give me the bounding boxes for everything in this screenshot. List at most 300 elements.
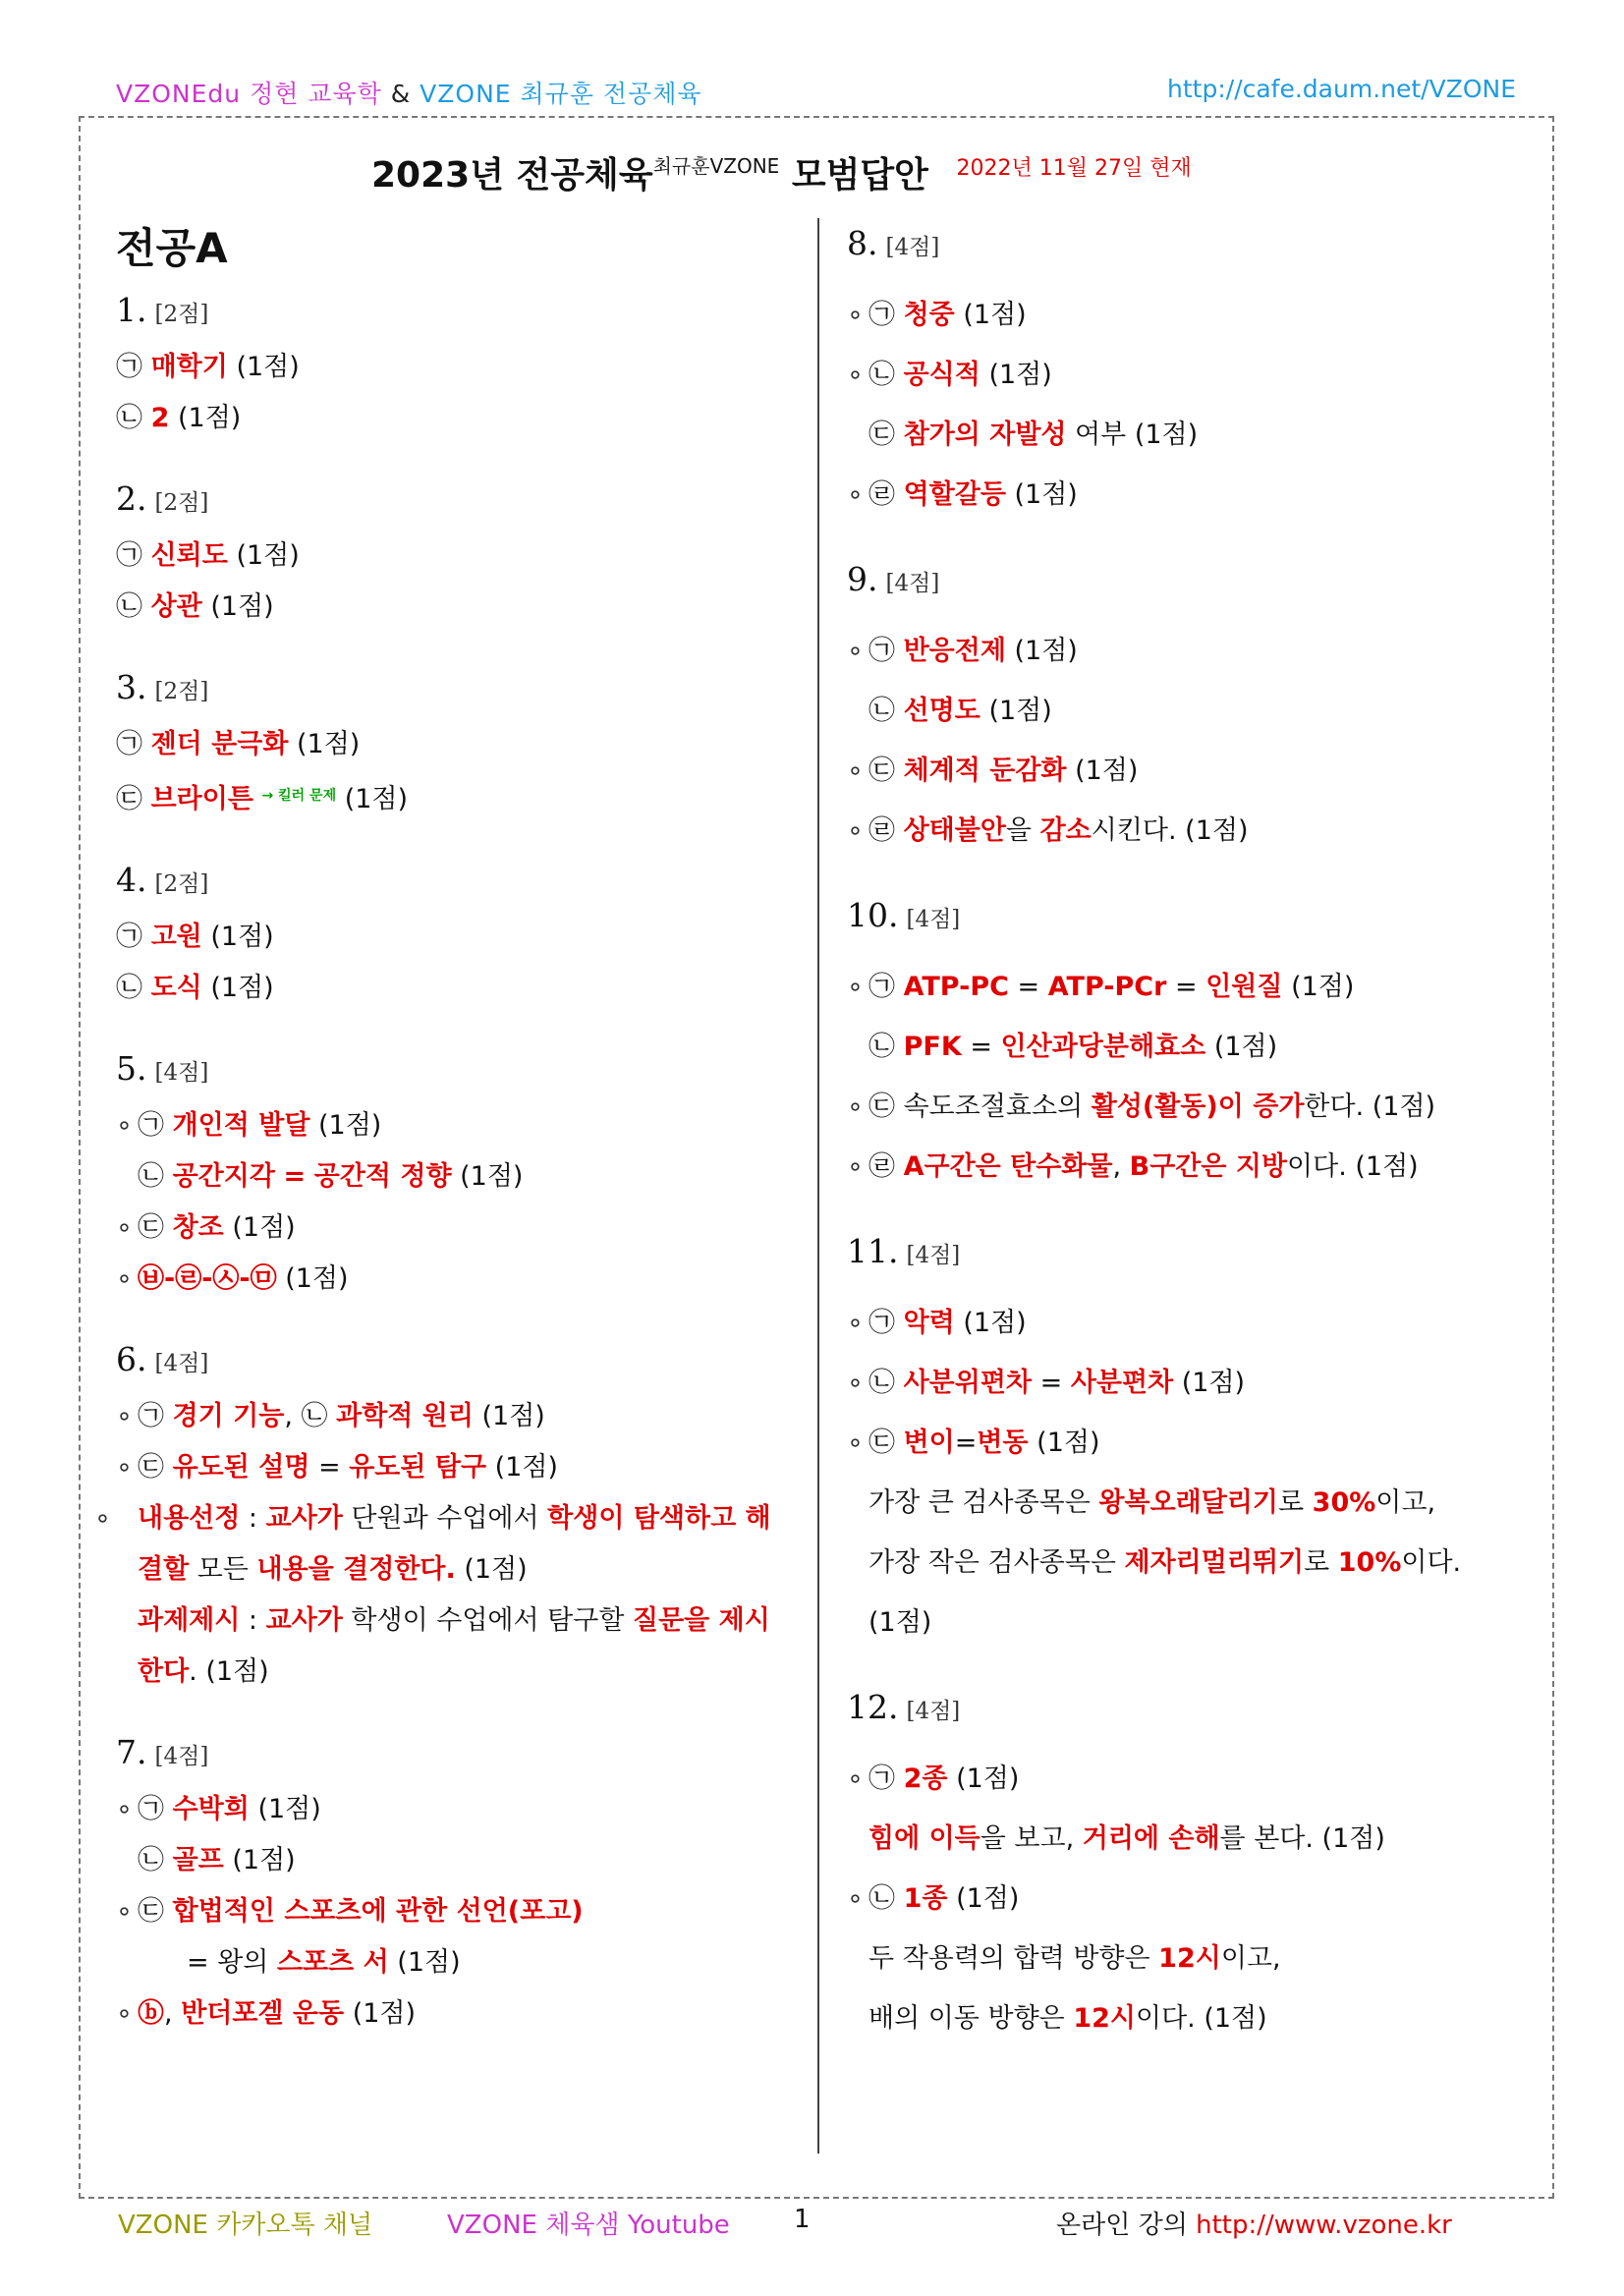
q9-answer-2 <box>847 681 1525 741</box>
bullet: ∘ <box>847 300 864 330</box>
q1-score-2: (1점) <box>177 403 242 433</box>
q9-marker-4: ㉣ <box>868 815 895 846</box>
bullet: ∘ <box>847 1764 864 1794</box>
q2-score-1: (1점) <box>236 540 300 571</box>
question-5 <box>116 1041 794 1305</box>
q4-answer-2 <box>116 963 794 1014</box>
q8-answer-2 <box>847 345 1525 405</box>
q1-marker-2: ㉡ <box>116 403 142 433</box>
q12-d3: 이다. (1점) <box>1135 2003 1267 2034</box>
q8-answer-text-2: 공식적 <box>903 360 980 390</box>
q12-d2: 12시 <box>1073 2003 1136 2034</box>
q6-c7: (1점) <box>455 1554 528 1585</box>
q7-marker-4: ⓑ <box>138 1998 164 2029</box>
bullet: ∘ <box>847 1308 864 1338</box>
q8-num: 8. <box>847 224 878 262</box>
q11-t3: 로 <box>1277 1487 1313 1518</box>
question-10 <box>847 888 1525 1197</box>
q11-u4: 10% <box>1337 1547 1402 1578</box>
q12-answer-2 <box>847 1869 1525 1929</box>
q12-c2: 12시 <box>1158 1943 1221 1974</box>
q8-answer-text-3: 참가의 자발성 <box>903 420 1067 450</box>
q10-score-2: (1점) <box>1213 1032 1278 1062</box>
q10-answer-text-2b: 인산과당분해효소 <box>1000 1032 1206 1062</box>
q9-answer-text-1: 반응전제 <box>903 636 1006 666</box>
q2-heading <box>116 472 794 531</box>
q5-answer-text-1: 개인적 발달 <box>172 1110 310 1141</box>
q5-answer-1 <box>116 1100 794 1151</box>
q3-score-2: (1점) <box>344 784 409 814</box>
footer-kakao-channel[interactable]: VZONE 카카오톡 채널 <box>118 2211 373 2240</box>
q8-answer-text-4: 역할갈등 <box>903 479 1006 510</box>
q7-answer-text-3: 합법적인 스포츠에 관한 선언(포고) <box>172 1896 584 1927</box>
q9-answer-3 <box>847 741 1525 801</box>
q10-heading <box>847 888 1525 947</box>
question-4 <box>116 853 794 1014</box>
q6-c5: 모든 <box>189 1554 257 1585</box>
q10-eq-2: = <box>1175 972 1198 1002</box>
bullet: ∘ <box>847 636 864 666</box>
q12-marker-1: ㉠ <box>868 1764 895 1794</box>
q10-4b: , <box>1112 1151 1130 1182</box>
q9-marker-2: ㉡ <box>868 696 895 726</box>
q6-d3: 학생이 수업에서 탐구할 <box>342 1605 633 1636</box>
q1-num: 1. <box>116 291 147 329</box>
q10-answer-text-4c: B구간은 지방 <box>1129 1151 1288 1182</box>
q7-3b-pre: = 왕의 <box>187 1947 277 1978</box>
left-column <box>94 216 794 2040</box>
title-sup: 최규훈VZONE <box>652 154 780 178</box>
q10-marker-1: ㉠ <box>868 972 895 1002</box>
q6-d2: 교사가 <box>265 1605 343 1636</box>
q7-marker-3: ㉢ <box>138 1896 164 1927</box>
q8-points: [4점] <box>885 235 940 260</box>
q10-3c: 한다. (1점) <box>1304 1092 1436 1122</box>
q11-t2: 왕복오래달리기 <box>1098 1487 1278 1518</box>
q12-b3: 거리에 손해 <box>1082 1823 1220 1854</box>
q8-marker-1: ㉠ <box>868 300 895 330</box>
q7-answer-text-4: 반더포겔 운동 <box>181 1998 345 2029</box>
q10-eq-1: = <box>1017 972 1040 1002</box>
q7-score-1: (1점) <box>257 1794 321 1824</box>
q11-answer-3 <box>847 1413 1525 1473</box>
q3-note: → 킬러 문제 <box>261 788 337 804</box>
q10-answer-3 <box>847 1077 1525 1137</box>
q1-answer-1 <box>116 342 794 393</box>
q8-answer-3 <box>847 405 1525 465</box>
q10-marker-3: ㉢ <box>868 1092 895 1122</box>
q5-score-3: (1점) <box>232 1212 296 1243</box>
q5-answer-text-3: 창조 <box>172 1212 224 1243</box>
q4-num: 4. <box>116 861 147 899</box>
q12-score-1: (1점) <box>956 1764 1020 1794</box>
q6-answer-3 <box>94 1493 794 1596</box>
q9-4b: 을 <box>1005 815 1040 846</box>
q8-marker-4: ㉣ <box>868 479 895 510</box>
page-number: 1 <box>794 2205 811 2234</box>
q11-eq: = <box>1039 1368 1063 1398</box>
bullet: ∘ <box>847 756 864 786</box>
q11-answer-3-detail-1 <box>847 1473 1525 1533</box>
q6-answer-text-2a: 유도된 설명 <box>172 1452 310 1483</box>
q11-answer-text-3a: 변이 <box>903 1428 955 1458</box>
q12-answer-text-1: 2종 <box>903 1764 948 1794</box>
q11-marker-1: ㉠ <box>868 1308 895 1338</box>
q5-marker-1: ㉠ <box>138 1110 164 1141</box>
q6-answer-text-1b: 과학적 원리 <box>336 1401 474 1431</box>
q7-score-2: (1점) <box>232 1845 296 1876</box>
bullet: ∘ <box>116 1998 133 2029</box>
q11-answer-text-3b: 변동 <box>977 1428 1029 1458</box>
q11-u1: 가장 작은 검사종목은 <box>868 1547 1125 1578</box>
q2-points: [2점] <box>154 490 209 516</box>
bullet: ∘ <box>847 972 864 1002</box>
q11-num: 11. <box>847 1232 899 1270</box>
q6-c4: 학생이 탐색하고 해결할 <box>138 1503 771 1585</box>
q7-heading <box>116 1725 794 1784</box>
q6-marker-1b: ㉡ <box>301 1401 328 1431</box>
q4-heading <box>116 853 794 912</box>
page-title <box>371 147 1192 197</box>
q7-answer-1 <box>116 1784 794 1835</box>
q5-score-2: (1점) <box>460 1161 524 1192</box>
footer-youtube[interactable]: VZONE 체육샘 Youtube <box>447 2211 730 2240</box>
q12-marker-2: ㉡ <box>868 1883 895 1914</box>
q12-c3: 이고, <box>1220 1943 1281 1974</box>
q7-marker-2: ㉡ <box>138 1845 164 1876</box>
q8-answer-4 <box>847 465 1525 525</box>
q7-num: 7. <box>116 1733 147 1771</box>
q6-d1sep: : <box>240 1605 266 1636</box>
q1-marker-1: ㉠ <box>116 352 142 382</box>
q6-marker-2: ㉢ <box>138 1452 164 1483</box>
q5-score-1: (1점) <box>318 1110 382 1141</box>
q4-answer-1 <box>116 912 794 963</box>
q12-d1: 배의 이동 방향은 <box>868 2003 1074 2034</box>
bullet: ∘ <box>847 1092 864 1122</box>
q11-t4: 30% <box>1312 1487 1376 1518</box>
bullet: ∘ <box>116 1110 133 1141</box>
q7-answer-4 <box>116 1988 794 2040</box>
q4-marker-2: ㉡ <box>116 973 142 1003</box>
q7-answer-text-1: 수박희 <box>172 1794 250 1824</box>
q3-marker-2: ㉢ <box>116 784 142 814</box>
header-vzonedu: VZONEdu 정현 교육학 <box>116 80 382 108</box>
q5-answer-4 <box>116 1254 794 1305</box>
bullet: ∘ <box>116 1263 133 1294</box>
footer-vzone-link[interactable]: http://www.vzone.kr <box>1196 2211 1452 2240</box>
q12-points: [4점] <box>906 1699 961 1724</box>
q9-score-3: (1점) <box>1075 756 1139 786</box>
q4-answer-text-2: 도식 <box>150 973 202 1003</box>
q2-marker-1: ㉠ <box>116 540 142 571</box>
q12-answer-2-detail-2 <box>847 1988 1525 2048</box>
q1-points: [2점] <box>154 302 209 327</box>
q8-answer-1 <box>847 285 1525 345</box>
q6-c6: 내용을 결정한다. <box>256 1554 456 1585</box>
title-tail: 모범답안 <box>791 155 928 196</box>
q6-d1: 과제제시 <box>138 1605 241 1636</box>
q1-answer-2 <box>116 393 794 444</box>
title-date: 2022년 11월 27일 현재 <box>956 156 1192 181</box>
q9-num: 9. <box>847 560 878 598</box>
q1-score-1: (1점) <box>236 352 300 382</box>
q9-marker-1: ㉠ <box>868 636 895 666</box>
q6-d4: 질문을 제시한다 <box>138 1605 770 1687</box>
q7-answer-2 <box>116 1835 794 1886</box>
q11-score-1: (1점) <box>963 1308 1027 1338</box>
column-divider <box>817 218 819 2154</box>
q8-score-4: (1점) <box>1014 479 1078 510</box>
bullet: ∘ <box>847 1368 864 1398</box>
q10-eq-3: = <box>970 1032 992 1062</box>
q10-num: 10. <box>847 896 899 934</box>
q1-answer-text-1: 매학기 <box>150 352 228 382</box>
q5-answer-text-4: ㉥-㉣-㉦-㉤ <box>138 1263 277 1294</box>
q11-score-3: (1점) <box>1036 1428 1100 1458</box>
bullet: ∘ <box>847 1428 864 1458</box>
q7-answer-text-3b: 스포츠 서 <box>276 1947 389 1978</box>
q3-marker-1: ㉠ <box>116 729 142 759</box>
q11-answer-3-score <box>847 1593 1525 1652</box>
q5-score-4: (1점) <box>285 1263 349 1294</box>
q9-answer-4 <box>847 801 1525 861</box>
bullet: ∘ <box>847 360 864 390</box>
q9-answer-1 <box>847 621 1525 681</box>
q6-eq: = <box>318 1452 341 1483</box>
q3-answer-1 <box>116 719 794 770</box>
q6-c3: 단원과 수업에서 <box>342 1503 548 1534</box>
q3-points: [2점] <box>154 679 209 704</box>
q6-comma: , <box>284 1401 293 1431</box>
q9-heading <box>847 552 1525 611</box>
q6-answer-4 <box>116 1596 794 1698</box>
q7-score-4: (1점) <box>352 1998 417 2029</box>
q5-marker-2: ㉡ <box>138 1161 164 1192</box>
q11-marker-3: ㉢ <box>868 1428 895 1458</box>
q11-answer-text-1: 악력 <box>903 1308 955 1338</box>
q2-score-2: (1점) <box>210 591 274 622</box>
q10-answer-text-1c: 인원질 <box>1205 972 1283 1002</box>
q8-marker-3: ㉢ <box>868 420 895 450</box>
q10-marker-2: ㉡ <box>868 1032 895 1062</box>
q5-marker-3: ㉢ <box>138 1212 164 1243</box>
q5-answer-text-2b: 공간적 정향 <box>313 1161 452 1192</box>
q2-answer-text-2: 상관 <box>150 591 202 622</box>
footer-online-lecture <box>1056 2205 1452 2241</box>
q12-b4: 를 본다. (1점) <box>1219 1823 1385 1854</box>
q10-score-1: (1점) <box>1291 972 1355 1002</box>
q7-comma: , <box>164 1998 173 2029</box>
bullet: ∘ <box>847 1151 864 1182</box>
q11-eq-3: = <box>954 1428 978 1458</box>
q8-heading <box>847 216 1525 275</box>
q4-marker-1: ㉠ <box>116 922 142 952</box>
bullet: ∘ <box>116 1212 133 1243</box>
q2-answer-1 <box>116 531 794 582</box>
q9-answer-text-2: 선명도 <box>903 696 980 726</box>
q6-answer-2 <box>116 1442 794 1493</box>
bullet: ∘ <box>847 815 864 846</box>
q6-answer-text-2b: 유도된 탐구 <box>349 1452 487 1483</box>
q8-marker-2: ㉡ <box>868 360 895 390</box>
q6-c1sep: : <box>240 1503 266 1534</box>
section-title: 전공A <box>116 224 228 272</box>
q9-marker-3: ㉢ <box>868 756 895 786</box>
q12-score-2: (1점) <box>956 1883 1020 1914</box>
q5-answer-2 <box>116 1151 794 1203</box>
q10-answer-text-3b: 활성(활동)이 증가 <box>1091 1092 1305 1122</box>
q9-score-1: (1점) <box>1014 636 1078 666</box>
q11-answer-3-detail-2 <box>847 1533 1525 1593</box>
q11-answer-2 <box>847 1353 1525 1413</box>
q11-score-2: (1점) <box>1181 1368 1246 1398</box>
question-2 <box>116 472 794 633</box>
bullet: ∘ <box>116 1794 133 1824</box>
q9-answer-text-3: 체계적 둔감화 <box>903 756 1067 786</box>
q11-t5: 이고, <box>1375 1487 1436 1518</box>
q4-score-1: (1점) <box>210 922 274 952</box>
q10-marker-4: ㉣ <box>868 1151 895 1182</box>
question-8 <box>847 216 1525 525</box>
q4-score-2: (1점) <box>210 973 274 1003</box>
question-1 <box>116 283 794 444</box>
q8-score-3: (1점) <box>1134 420 1199 450</box>
q7-answer-text-2: 골프 <box>172 1845 224 1876</box>
q7-answer-3 <box>116 1886 794 1937</box>
q10-answer-text-4a: A구간은 탄수화물 <box>903 1151 1113 1182</box>
header-vzone: VZONE 최규훈 전공체육 <box>420 80 702 108</box>
q12-num: 12. <box>847 1688 899 1726</box>
q5-answer-3 <box>116 1203 794 1254</box>
q9-answer-text-4a: 상태불안 <box>903 815 1006 846</box>
q8-score-2: (1점) <box>988 360 1052 390</box>
q12-b2: 을 보고, <box>980 1823 1083 1854</box>
q2-num: 2. <box>116 479 147 518</box>
q10-answer-4 <box>847 1137 1525 1197</box>
q6-c1: 내용선정 <box>138 1503 241 1534</box>
q7-marker-1: ㉠ <box>138 1794 164 1824</box>
q11-u5: 이다. <box>1401 1547 1462 1578</box>
q6-marker-1: ㉠ <box>138 1401 164 1431</box>
question-11 <box>847 1224 1525 1652</box>
q12-answer-1 <box>847 1749 1525 1809</box>
q3-num: 3. <box>116 668 147 706</box>
q6-points: [4점] <box>154 1351 209 1376</box>
title-main: 2023년 전공체육 <box>371 155 653 196</box>
q7-score-3: (1점) <box>397 1947 461 1978</box>
q1-heading <box>116 283 794 342</box>
q12-c1: 두 작용력의 합력 방향은 <box>868 1943 1159 1974</box>
q12-heading <box>847 1680 1525 1739</box>
q12-answer-1-detail <box>847 1809 1525 1869</box>
q1-answer-text-2: 2 <box>150 403 170 433</box>
q9-points: [4점] <box>885 571 940 596</box>
q5-heading <box>116 1041 794 1100</box>
right-column <box>847 216 1525 2048</box>
q10-answer-text-2a: PFK <box>903 1032 962 1062</box>
q12-b1: 힘에 이득 <box>868 1823 980 1854</box>
q10-points: [4점] <box>906 907 961 932</box>
q10-answer-text-1a: ATP-PC <box>903 972 1009 1002</box>
q10-answer-2 <box>847 1017 1525 1077</box>
bullet: ∘ <box>116 1452 133 1483</box>
bullet: ∘ <box>116 1401 133 1431</box>
q10-4d: 이다. (1점) <box>1287 1151 1419 1182</box>
q6-score-1: (1점) <box>481 1401 545 1431</box>
q5-answer-text-2a: 공간지각 <box>172 1161 275 1192</box>
q6-d5: . (1점) <box>189 1656 269 1687</box>
question-6 <box>94 1332 794 1698</box>
q5-eq: = <box>283 1161 307 1192</box>
q11-points: [4점] <box>906 1243 961 1268</box>
q6-answer-1 <box>116 1391 794 1442</box>
q3-answer-text-2: 브라이튼 <box>150 784 253 814</box>
q11-u3: 로 <box>1304 1547 1338 1578</box>
q11-answer-text-2b: 사분편차 <box>1070 1368 1174 1398</box>
q12-answer-text-2: 1종 <box>903 1883 948 1914</box>
q5-points: [4점] <box>154 1060 209 1086</box>
bullet: ∘ <box>847 1883 864 1914</box>
q4-points: [2점] <box>154 871 209 897</box>
q3-heading <box>116 660 794 719</box>
q6-num: 6. <box>116 1340 147 1378</box>
q10-answer-1 <box>847 957 1525 1017</box>
q5-num: 5. <box>116 1049 147 1088</box>
bullet: ∘ <box>116 1896 133 1927</box>
q12-answer-2-detail-1 <box>847 1929 1525 1988</box>
q10-3a: 속도조절효소의 <box>903 1092 1092 1122</box>
q6-answer-text-1: 경기 기능 <box>172 1401 285 1431</box>
q11-answer-text-2a: 사분위편차 <box>903 1368 1033 1398</box>
q3-score-1: (1점) <box>297 729 361 759</box>
q11-u6: (1점) <box>868 1607 932 1638</box>
q8-answer-text-1: 청중 <box>903 300 955 330</box>
q10-answer-text-1b: ATP-PCr <box>1047 972 1167 1002</box>
question-7 <box>116 1725 794 2040</box>
q2-answer-2 <box>116 582 794 633</box>
q3-answer-2 <box>116 770 794 825</box>
q8-score-1: (1점) <box>963 300 1027 330</box>
q9-4d: 시킨다. (1점) <box>1091 815 1249 846</box>
q7-points: [4점] <box>154 1744 209 1769</box>
q6-score-2: (1점) <box>494 1452 558 1483</box>
question-9 <box>847 552 1525 861</box>
q8-suffix-3: 여부 <box>1066 420 1135 450</box>
bullet: ∘ <box>847 479 864 510</box>
header-cafe-link[interactable]: http://cafe.daum.net/VZONE <box>1167 75 1516 103</box>
q6-c2: 교사가 <box>265 1503 343 1534</box>
bullet: ∘ <box>94 1503 111 1534</box>
q3-answer-text-1: 젠더 분극화 <box>150 729 289 759</box>
q11-answer-1 <box>847 1293 1525 1353</box>
q9-answer-text-4c: 감소 <box>1039 815 1092 846</box>
q11-t1: 가장 큰 검사종목은 <box>868 1487 1099 1518</box>
q11-marker-2: ㉡ <box>868 1368 895 1398</box>
q2-marker-2: ㉡ <box>116 591 142 622</box>
q2-answer-text-1: 신뢰도 <box>150 540 228 571</box>
q6-heading <box>116 1332 794 1391</box>
header-amp: & <box>390 80 412 108</box>
header-left <box>116 75 702 110</box>
question-12 <box>847 1680 1525 2048</box>
q11-u2: 제자리멀리뛰기 <box>1124 1547 1305 1578</box>
q9-score-2: (1점) <box>988 696 1052 726</box>
q11-heading <box>847 1224 1525 1283</box>
q4-answer-text-1: 고원 <box>150 922 202 952</box>
question-3 <box>116 660 794 825</box>
q7-answer-3b <box>116 1937 794 1988</box>
